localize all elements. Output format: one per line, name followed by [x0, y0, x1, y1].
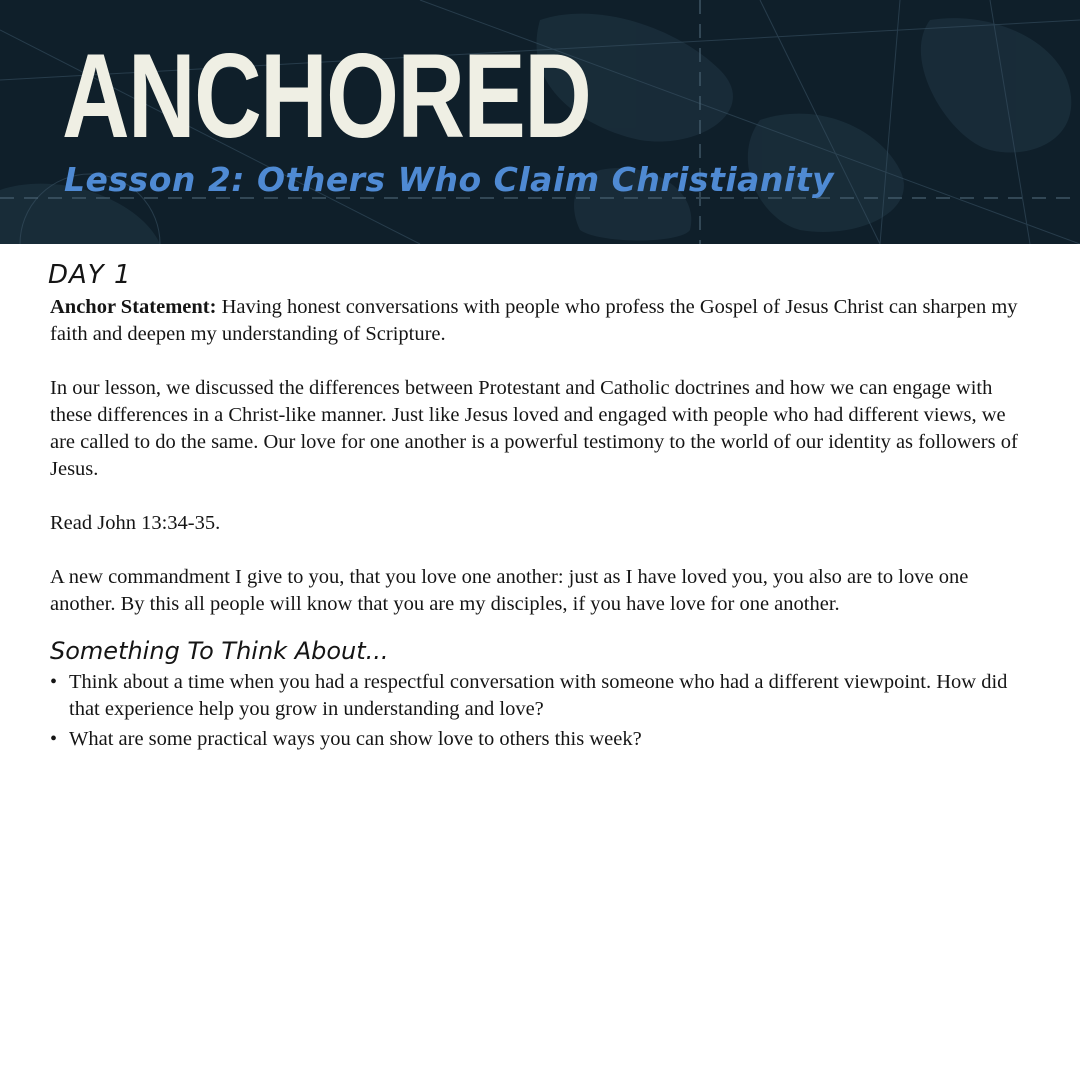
anchor-statement-text: Having honest conversations with people who profess the Gospel of Jesus Christ can sharpen my faith and deepen my understanding of Scripture. — [50, 296, 1018, 345]
lesson-subtitle: Lesson 2: Others Who Claim Christianity — [64, 160, 835, 199]
day-label: DAY 1 — [48, 260, 132, 290]
list-item-text: Think about a time when you had a respectful conversation with someone who had a different viewpoint. How did that experience help you grow in understanding and love? — [69, 671, 1008, 720]
list-item — [50, 669, 1030, 723]
list-item — [50, 726, 1030, 753]
anchor-statement-label: Anchor Statement: — [50, 296, 217, 318]
header-banner — [0, 0, 1080, 244]
bullet-icon: • — [50, 671, 58, 693]
lesson-paragraph: In our lesson, we discussed the differences between Protestant and Catholic doctrines and how we can engage with these differences in a Christ-like manner. Just like Jesus loved and engaged with people who had different views, we are called to do the same. Our love for one another is a powerful testimony to the world of our identity as followers of Jesus. — [50, 377, 1018, 480]
think-list — [50, 669, 1030, 753]
anchor-statement — [50, 294, 1030, 348]
bullet-icon: • — [50, 728, 58, 750]
think-heading: Something To Think About... — [50, 637, 389, 665]
list-item-text: What are some practical ways you can show love to others this week? — [69, 728, 642, 750]
scripture-passage: A new commandment I give to you, that you love one another: just as I have loved you, you also are to love one another. By this all people will know that you are my disciples, if you have love for one another. — [50, 566, 969, 615]
page-title: ANCHORED — [62, 29, 591, 163]
devotional-content — [50, 258, 1030, 756]
reading-reference: Read John 13:34-35. — [50, 512, 221, 534]
